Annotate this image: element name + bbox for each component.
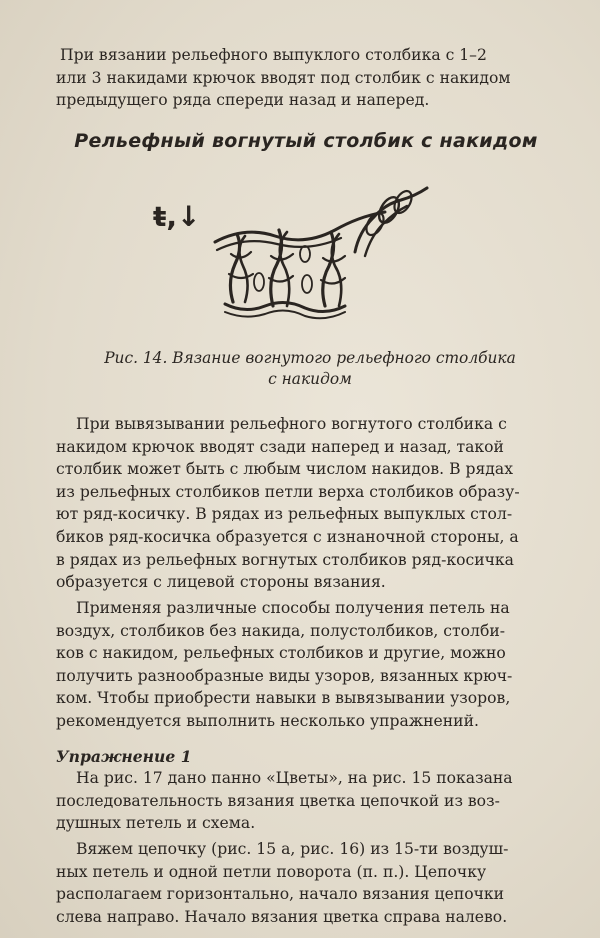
paragraph-chain xyxy=(56,838,562,928)
text-line: ком. Чтобы приобрести навыки в вывязывании узоров, xyxy=(56,689,511,708)
paragraph-intro xyxy=(56,44,562,112)
text-line: воздух, столбиков без накида, полустолбиков, столби- xyxy=(56,621,506,640)
text-line: предыдущего ряда спереди назад и наперед. xyxy=(56,91,430,110)
caption-line: с накидом xyxy=(268,370,352,388)
text-line: или 3 накидами крючок вводят под столбик с накидом xyxy=(56,68,511,87)
text-line: в рядах из рельефных вогнутых столбиков ряд-косичка xyxy=(56,550,514,569)
exercise-title: Упражнение 1 xyxy=(56,747,192,766)
text-line: из рельефных столбиков петли верха столбиков образу- xyxy=(56,482,520,501)
caption-line: Рис. 14. Вязание вогнутого рельефного столбика xyxy=(104,349,516,367)
text-line: ков с накидом, рельефных столбиков и другие, можно xyxy=(56,644,506,663)
text-line: При вязании рельефного выпуклого столбика с 1–2 xyxy=(60,46,487,64)
crochet-figure xyxy=(145,182,435,342)
crochet-stitch-illustration xyxy=(145,182,435,342)
text-line: Вяжем цепочку (рис. 15 а, рис. 16) из 15-ти воздуш- xyxy=(76,840,509,858)
paragraph-description xyxy=(56,413,562,594)
text-line: Применяя различные способы получения петель на xyxy=(76,599,510,617)
paragraph-exercise xyxy=(56,767,562,835)
paragraph-apply xyxy=(56,597,562,733)
text-line: слева направо. Начало вязания цветка справа налево. xyxy=(56,907,508,926)
text-line: При вывязывании рельефного вогнутого столбика с xyxy=(76,415,507,433)
text-line: биков ряд-косичка образуется с изнаночной стороны, а xyxy=(56,527,519,546)
section-heading: Рельефный вогнутый столбик с накидом xyxy=(74,130,538,152)
text-line: получить разнообразные виды узоров, вязанных крюч- xyxy=(56,666,513,685)
text-line: ных петель и одной петли поворота (п. п.). Цепочку xyxy=(56,862,487,881)
text-line: накидом крючок вводят сзади наперед и назад, такой xyxy=(56,437,504,456)
text-line: душных петель и схема. xyxy=(56,814,256,833)
text-line: рекомендуется выполнить несколько упражнений. xyxy=(56,711,479,730)
text-line: столбик может быть с любым числом накидов. В рядах xyxy=(56,460,514,479)
stitch-symbol: ŧ,↓ xyxy=(153,200,201,233)
text-line: последовательность вязания цветка цепочкой из воз- xyxy=(56,791,500,810)
text-line: располагаем горизонтально, начало вязания цепочки xyxy=(56,885,505,904)
text-line: ют ряд-косичку. В рядах из рельефных выпуклых стол- xyxy=(56,505,513,524)
figure-caption xyxy=(100,348,520,390)
text-line: образуется с лицевой стороны вязания. xyxy=(56,573,386,592)
text-line: На рис. 17 дано панно «Цветы», на рис. 15 показана xyxy=(76,769,513,787)
